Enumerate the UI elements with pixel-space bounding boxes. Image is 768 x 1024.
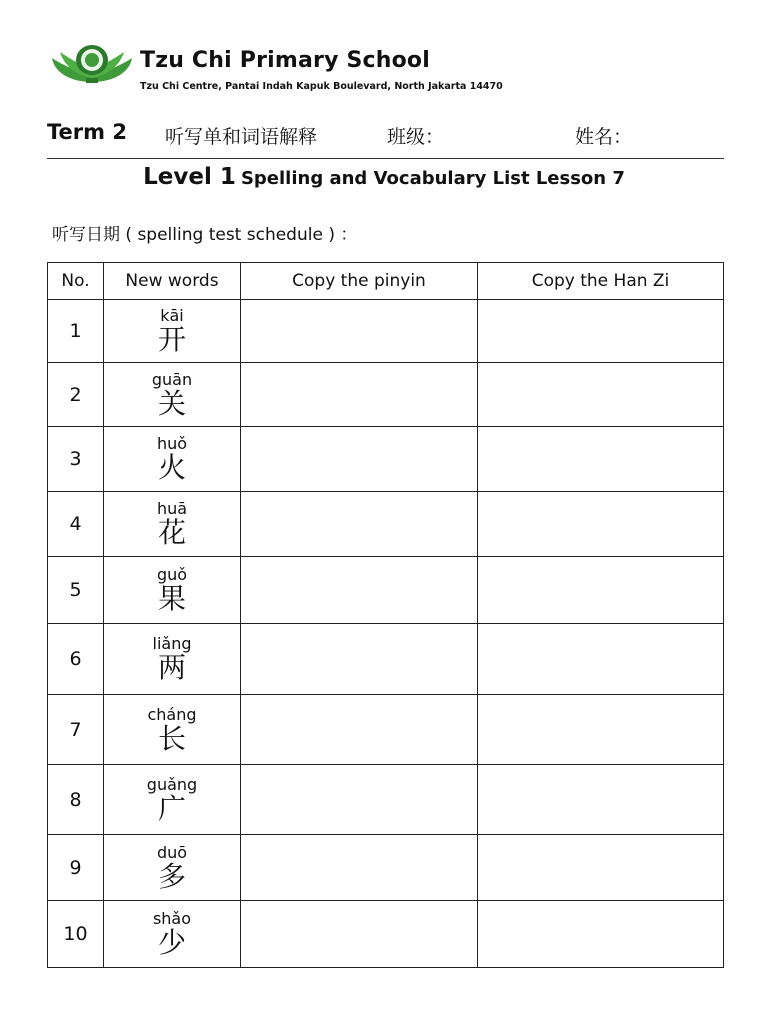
word-pinyin: guǎng: [146, 774, 198, 794]
row-number: 7: [48, 695, 104, 765]
worksheet-title-cn: 听写单和词语解释: [165, 126, 318, 148]
page-heading: [0, 164, 768, 190]
level-label: Level 1: [143, 164, 236, 190]
new-word-cell: [104, 492, 241, 557]
word-hanzi: 果: [157, 582, 186, 615]
schedule-label-cn: 听写日期: [52, 225, 120, 245]
table-row: [48, 427, 724, 492]
copy-pinyin-cell[interactable]: [241, 300, 478, 363]
column-header-no: No.: [48, 263, 104, 300]
copy-hanzi-cell[interactable]: [478, 557, 724, 624]
table-row: [48, 363, 724, 427]
word-hanzi: 长: [157, 721, 186, 755]
copy-pinyin-cell[interactable]: [241, 765, 478, 835]
word-hanzi: 火: [157, 451, 186, 484]
new-word-cell: [104, 363, 241, 427]
heading-subtitle: Spelling and Vocabulary List Lesson 7: [240, 168, 625, 189]
copy-pinyin-cell[interactable]: [241, 363, 478, 427]
copy-pinyin-cell[interactable]: [241, 624, 478, 695]
new-word-cell: [104, 695, 241, 765]
table-header-row: [48, 263, 724, 300]
new-word-cell: [104, 765, 241, 835]
new-word-cell: [104, 557, 241, 624]
school-name: Tzu Chi Primary School: [140, 48, 430, 73]
word-hanzi: 两: [157, 651, 186, 684]
copy-hanzi-cell[interactable]: [478, 695, 724, 765]
copy-hanzi-cell[interactable]: [478, 300, 724, 363]
table-row: [48, 835, 724, 901]
copy-hanzi-cell[interactable]: [478, 363, 724, 427]
copy-pinyin-cell[interactable]: [241, 901, 478, 968]
copy-hanzi-cell[interactable]: [478, 901, 724, 968]
copy-pinyin-cell[interactable]: [241, 835, 478, 901]
copy-pinyin-cell[interactable]: [241, 695, 478, 765]
table-row: [48, 695, 724, 765]
term-label: Term 2: [47, 120, 127, 144]
new-word-cell: [104, 901, 241, 968]
word-hanzi: 花: [157, 516, 186, 549]
term-row: [47, 120, 727, 150]
word-pinyin: kāi: [160, 306, 184, 325]
table-row: [48, 557, 724, 624]
copy-pinyin-cell[interactable]: [241, 492, 478, 557]
table-row: [48, 765, 724, 835]
school-logo: [50, 42, 134, 86]
word-pinyin: huā: [156, 499, 188, 518]
word-hanzi: 多: [157, 859, 186, 893]
table-row: [48, 901, 724, 968]
copy-hanzi-cell[interactable]: [478, 492, 724, 557]
word-pinyin: cháng: [147, 704, 197, 724]
word-pinyin: duō: [156, 842, 188, 862]
row-number: 4: [48, 492, 104, 557]
word-pinyin: guān: [151, 369, 193, 389]
word-hanzi: 开: [157, 323, 186, 356]
new-word-cell: [104, 835, 241, 901]
word-hanzi: 广: [157, 791, 186, 825]
column-header-copy-hanzi: Copy the Han Zi: [478, 263, 724, 300]
word-hanzi: 关: [157, 386, 186, 420]
column-header-new-words: New words: [104, 263, 241, 300]
spelling-schedule: [52, 220, 357, 245]
name-field-label: 姓名：: [575, 126, 633, 148]
word-pinyin: liǎng: [152, 634, 192, 653]
table-row: [48, 624, 724, 695]
column-header-copy-pinyin: Copy the pinyin: [241, 263, 478, 300]
copy-hanzi-cell[interactable]: [478, 835, 724, 901]
row-number: 1: [48, 300, 104, 363]
row-number: 2: [48, 363, 104, 427]
header-divider: [47, 158, 724, 159]
row-number: 3: [48, 427, 104, 492]
copy-hanzi-cell[interactable]: [478, 765, 724, 835]
table-row: [48, 300, 724, 363]
row-number: 6: [48, 624, 104, 695]
row-number: 5: [48, 557, 104, 624]
word-pinyin: huǒ: [156, 434, 188, 453]
new-word-cell: [104, 624, 241, 695]
copy-pinyin-cell[interactable]: [241, 427, 478, 492]
new-word-cell: [104, 300, 241, 363]
copy-pinyin-cell[interactable]: [241, 557, 478, 624]
schedule-label-en: ( spelling test schedule ) ：: [125, 225, 358, 245]
copy-hanzi-cell[interactable]: [478, 624, 724, 695]
new-word-cell: [104, 427, 241, 492]
word-pinyin: guǒ: [156, 565, 188, 584]
table-row: [48, 492, 724, 557]
row-number: 8: [48, 765, 104, 835]
row-number: 9: [48, 835, 104, 901]
word-hanzi: 少: [157, 926, 186, 959]
row-number: 10: [48, 901, 104, 968]
word-pinyin: shǎo: [152, 909, 192, 928]
school-address: Tzu Chi Centre, Pantai Indah Kapuk Boulevard, North Jakarta 14470: [140, 81, 503, 92]
class-field-label: 班级：: [387, 126, 445, 148]
copy-hanzi-cell[interactable]: [478, 427, 724, 492]
vocabulary-table: [47, 262, 724, 968]
